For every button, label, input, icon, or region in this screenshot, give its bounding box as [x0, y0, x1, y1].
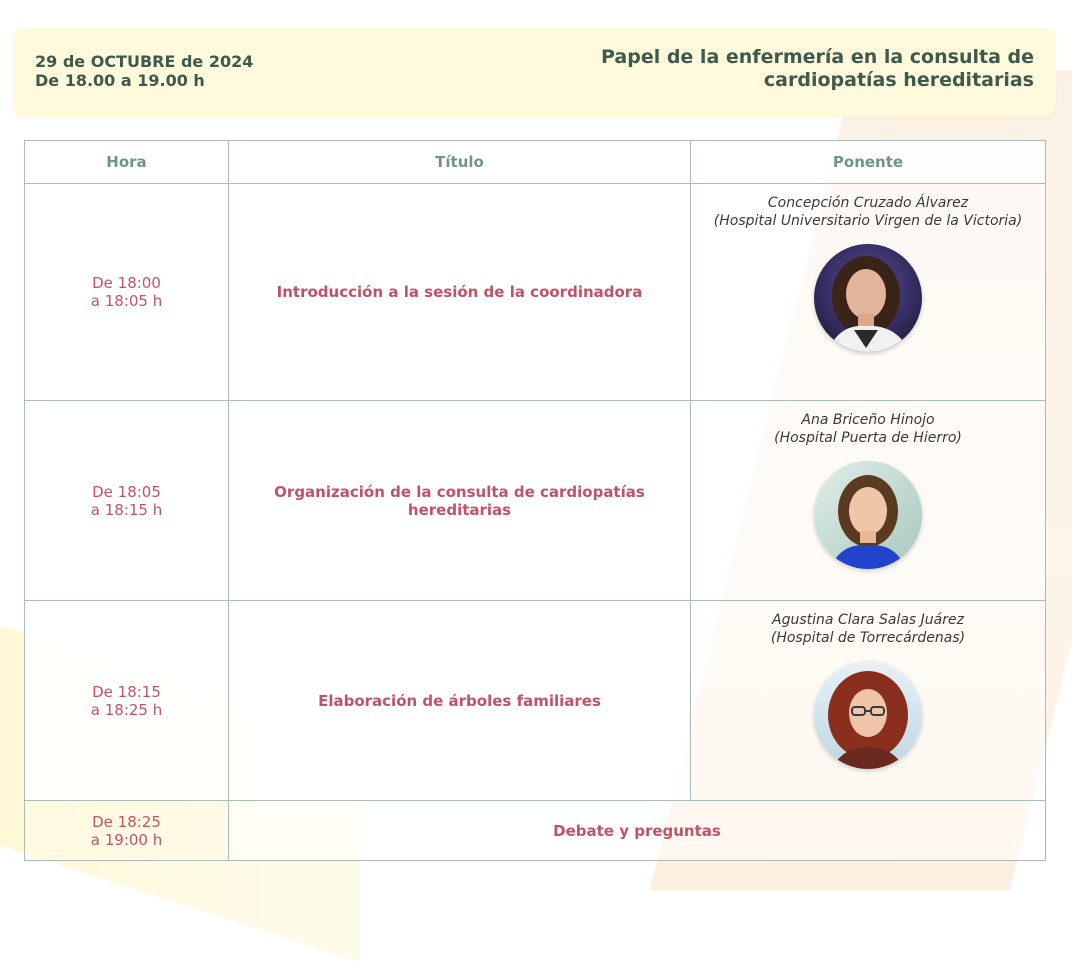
speaker-photo [814, 661, 922, 769]
time-cell [25, 401, 229, 601]
event-date-block [35, 52, 253, 90]
speaker-affiliation: (Hospital Puerta de Hierro) [774, 430, 962, 446]
event-time: De 18.00 a 19.00 h [35, 71, 205, 90]
speaker-photo [814, 461, 922, 569]
time-cell [25, 601, 229, 801]
column-header-hora: Hora [25, 141, 229, 184]
event-title-line-2: cardiopatías hereditarias [763, 69, 1034, 91]
time-start: De 18:25 [92, 812, 161, 831]
speaker-affiliation: (Hospital Universitario Virgen de la Victoria) [713, 213, 1023, 229]
time-start: De 18:05 [92, 482, 161, 501]
column-header-titulo: Título [229, 141, 691, 184]
time-cell [25, 184, 229, 401]
time-end: a 19:00 h [90, 830, 163, 849]
agenda-table [24, 140, 1046, 861]
table-row [25, 184, 1046, 401]
event-header [13, 28, 1056, 117]
session-title: Introducción a la sesión de la coordinadora [229, 184, 691, 401]
time-cell [25, 801, 229, 861]
column-header-ponente: Ponente [691, 141, 1046, 184]
time-end: a 18:15 h [90, 500, 163, 519]
time-end: a 18:25 h [90, 700, 163, 719]
speaker-affiliation: (Hospital de Torrecárdenas) [770, 630, 966, 646]
speaker-cell [691, 601, 1046, 801]
agenda-header-row [25, 141, 1046, 184]
table-row [25, 801, 1046, 861]
time-start: De 18:15 [92, 682, 161, 701]
speaker-photo [814, 244, 922, 352]
speaker-name: Agustina Clara Salas Juárez [772, 612, 964, 628]
session-title: Organización de la consulta de cardiopatías hereditarias [229, 401, 691, 601]
speaker-name: Ana Briceño Hinojo [801, 412, 935, 428]
session-title: Elaboración de árboles familiares [229, 601, 691, 801]
time-start: De 18:00 [92, 274, 161, 292]
event-title-line-1: Papel de la enfermería en la consulta de [600, 46, 1034, 68]
table-row [25, 601, 1046, 801]
time-end: a 18:05 h [90, 292, 163, 310]
session-title: Debate y preguntas [229, 801, 1046, 861]
speaker-cell [691, 184, 1046, 401]
event-title [434, 46, 1034, 92]
event-date: 29 de OCTUBRE de 2024 [35, 52, 254, 71]
speaker-cell [691, 401, 1046, 601]
table-row [25, 401, 1046, 601]
speaker-name: Concepción Cruzado Álvarez [767, 195, 969, 211]
